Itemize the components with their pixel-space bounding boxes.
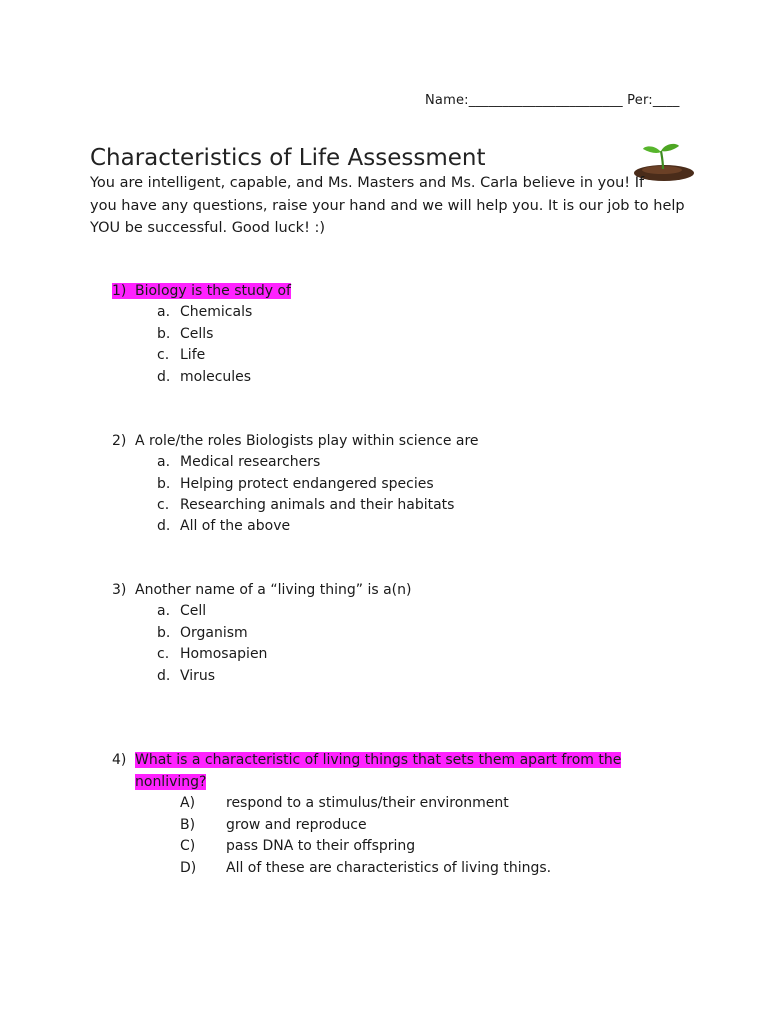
option-letter: d. <box>157 518 171 534</box>
question-text: Biology is the study of <box>135 283 291 299</box>
option-letter: b. <box>157 476 171 492</box>
option-letter: c. <box>157 497 170 513</box>
option-letter: a. <box>157 603 171 619</box>
option-letter: b. <box>157 625 171 641</box>
option-text: Homosapien <box>180 646 268 662</box>
question-4-continued <box>135 774 206 790</box>
option-letter: d. <box>157 369 171 385</box>
question-text-line-1: What is a characteristic of living things that sets them apart from the <box>135 752 622 768</box>
option-text: Cell <box>180 603 207 619</box>
option-letter: c. <box>157 646 170 662</box>
option-text: Helping protect endangered species <box>180 476 434 492</box>
question-4 <box>112 752 621 768</box>
option-text: All of these are characteristics of living things. <box>226 860 552 876</box>
name-period-line[interactable]: Name:_______________________ Per:____ <box>425 93 680 108</box>
option-text: Medical researchers <box>180 454 321 470</box>
option-letter: d. <box>157 668 171 684</box>
option-text: respond to a stimulus/their environment <box>226 795 509 811</box>
question-text: Another name of a “living thing” is a(n) <box>135 582 412 598</box>
option-text: Chemicals <box>180 304 253 320</box>
question-number: 3) <box>112 582 127 598</box>
option-letter: A) <box>180 795 196 811</box>
question-2 <box>112 433 479 449</box>
question-number: 2) <box>112 433 127 449</box>
option-text: Organism <box>180 625 248 641</box>
option-letter: c. <box>157 347 170 363</box>
question-text-line-2: nonliving? <box>135 774 207 790</box>
question-text: A role/the roles Biologists play within science are <box>135 433 479 449</box>
option-letter: D) <box>180 860 197 876</box>
intro-line-3: YOU be successful. Good luck! :) <box>90 220 326 236</box>
option-text: molecules <box>180 369 252 385</box>
option-letter: b. <box>157 326 171 342</box>
option-letter: a. <box>157 304 171 320</box>
page-title: Characteristics of Life Assessment <box>90 145 486 171</box>
intro-line-2: you have any questions, raise your hand and we will help you. It is our job to help <box>90 198 685 214</box>
option-letter: B) <box>180 817 196 833</box>
option-letter: C) <box>180 838 196 854</box>
option-text: Life <box>180 347 206 363</box>
question-1 <box>112 283 291 299</box>
option-text: Researching animals and their habitats <box>180 497 455 513</box>
question-number: 4) <box>112 752 127 768</box>
option-text: pass DNA to their offspring <box>226 838 416 854</box>
option-text: Cells <box>180 326 214 342</box>
intro-line-1: You are intelligent, capable, and Ms. Masters and Ms. Carla believe in you! If <box>90 175 645 191</box>
question-1-highlight <box>112 283 291 299</box>
option-letter: a. <box>157 454 171 470</box>
option-text: All of the above <box>180 518 291 534</box>
question-3 <box>112 582 411 598</box>
option-text: Virus <box>180 668 216 684</box>
question-number: 1) <box>112 283 127 299</box>
option-text: grow and reproduce <box>226 817 367 833</box>
